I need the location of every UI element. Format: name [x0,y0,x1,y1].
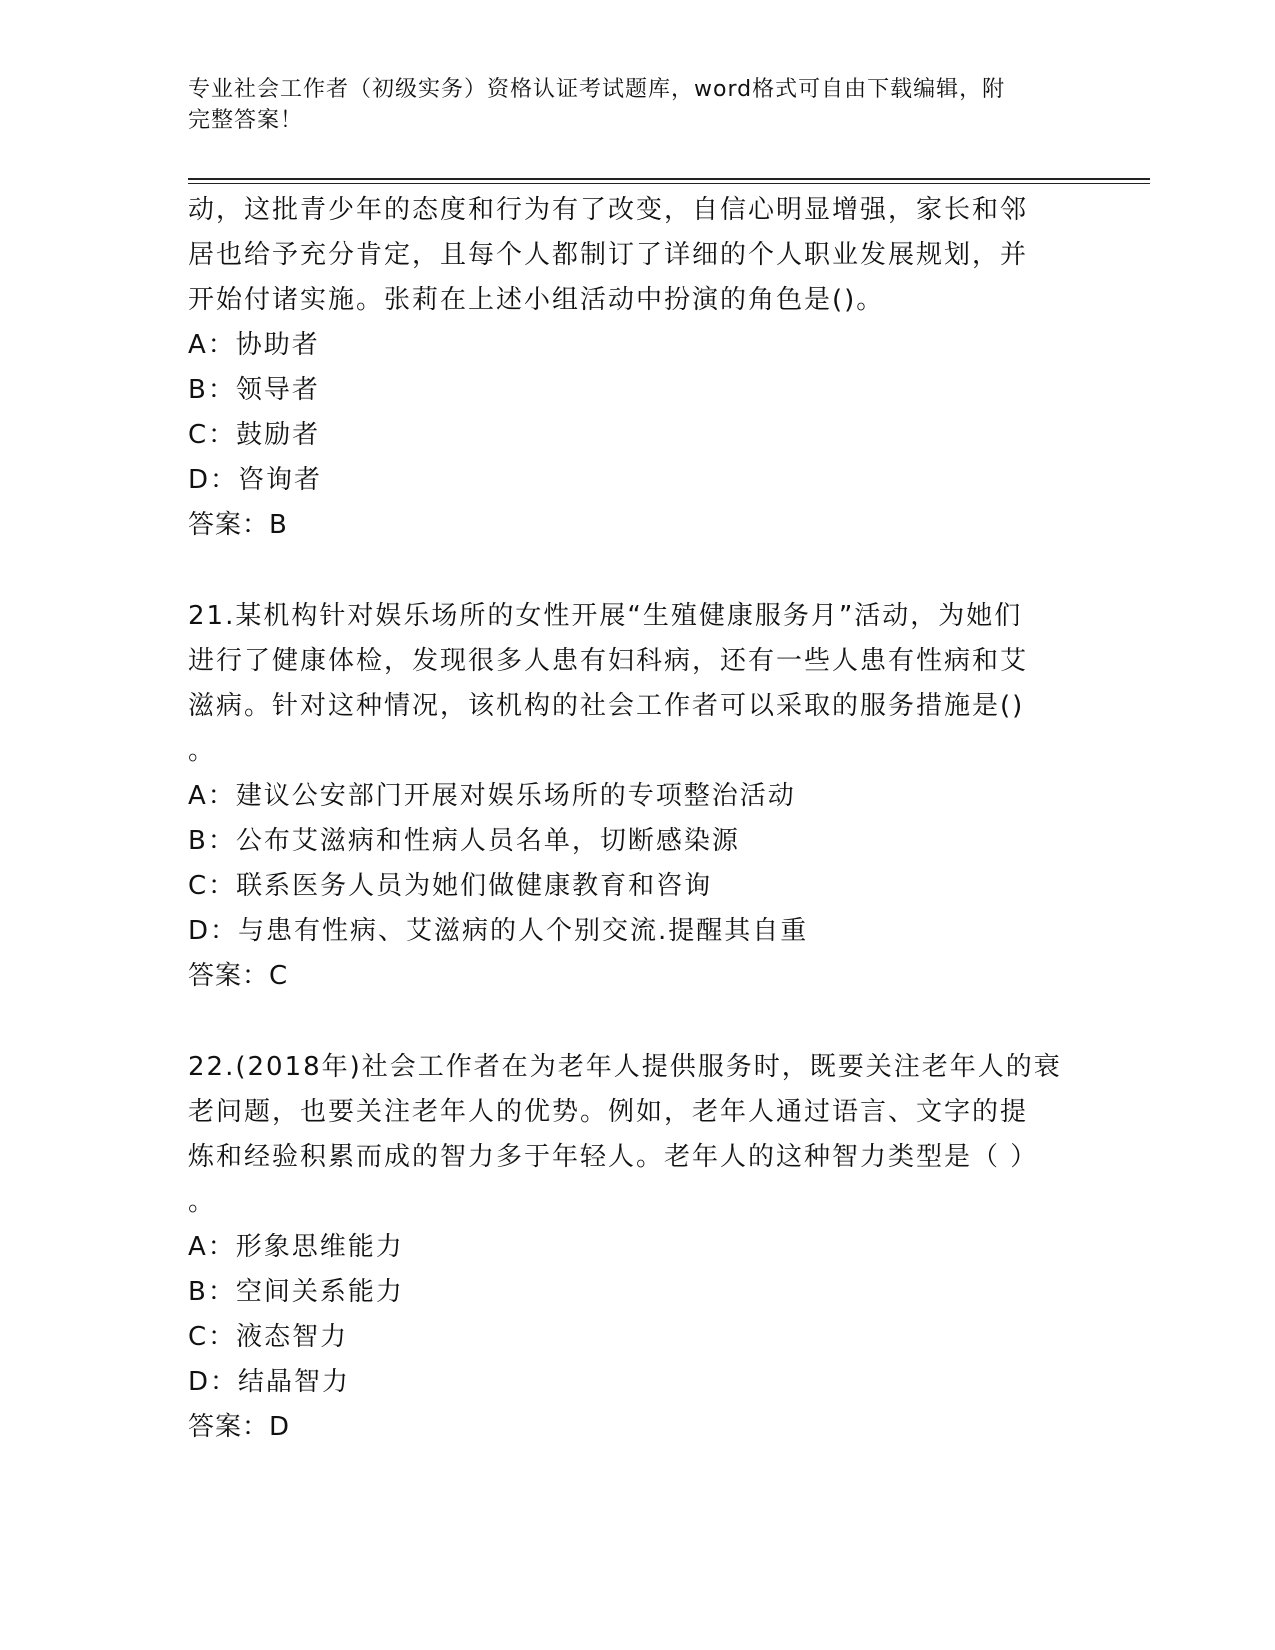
option-a: A：形象思维能力 [188,1232,404,1262]
spacer [188,999,1088,1045]
option-c: C：联系医务人员为她们做健康教育和咨询 [188,871,713,901]
question-stem-line: 22.(2018年)社会工作者在为老年人提供服务时，既要关注老年人的衰 [188,1052,1062,1082]
option-a: A：协助者 [188,330,320,360]
question-stem-line: 老问题，也要关注老年人的优势。例如，老年人通过语言、文字的提 [188,1097,1029,1127]
option-c: C：液态智力 [188,1322,349,1352]
header-line-2: 完整答案！ [188,108,304,133]
question-stem-line: 开始付诸实施。张莉在上述小组活动中扮演的角色是()。 [188,285,885,315]
spacer [188,548,1088,594]
question-stem-line: 进行了健康体检，发现很多人患有妇科病，还有一些人患有性病和艾 [188,646,1029,676]
option-d: D：咨询者 [188,465,323,495]
question-stem-line: 居也给予充分肯定，且每个人都制订了详细的个人职业发展规划，并 [188,240,1029,270]
option-d: D：与患有性病、艾滋病的人个别交流.提醒其自重 [188,916,809,946]
question-content [188,188,1088,1450]
answer-label: 答案：C [188,961,289,991]
question-20 [188,188,1088,548]
question-stem-line: 。 [188,736,217,766]
question-stem-line: 。 [188,1187,217,1217]
question-stem-line: 21.某机构针对娱乐场所的女性开展“生殖健康服务月”活动，为她们 [188,601,1023,631]
option-b: B：空间关系能力 [188,1277,404,1307]
option-d: D：结晶智力 [188,1367,351,1397]
answer-label: 答案：D [188,1412,291,1442]
question-21 [188,594,1088,999]
answer-label: 答案：B [188,510,288,540]
question-stem-line: 动，这批青少年的态度和行为有了改变，自信心明显增强，家长和邻 [188,195,1029,225]
header-divider-thick [188,178,1150,180]
question-stem-line: 滋病。针对这种情况，该机构的社会工作者可以采取的服务措施是() [188,691,1025,721]
page-header [188,74,1068,136]
header-line-1: 专业社会工作者（初级实务）资格认证考试题库，word格式可自由下载编辑，附 [188,77,1006,102]
header-divider-thin [188,183,1150,184]
question-stem-line: 炼和经验积累而成的智力多于年轻人。老年人的这种智力类型是（ ） [188,1142,1039,1172]
option-a: A：建议公安部门开展对娱乐场所的专项整治活动 [188,781,796,811]
option-b: B：领导者 [188,375,320,405]
option-c: C：鼓励者 [188,420,321,450]
option-b: B：公布艾滋病和性病人员名单，切断感染源 [188,826,740,856]
question-22 [188,1045,1088,1450]
